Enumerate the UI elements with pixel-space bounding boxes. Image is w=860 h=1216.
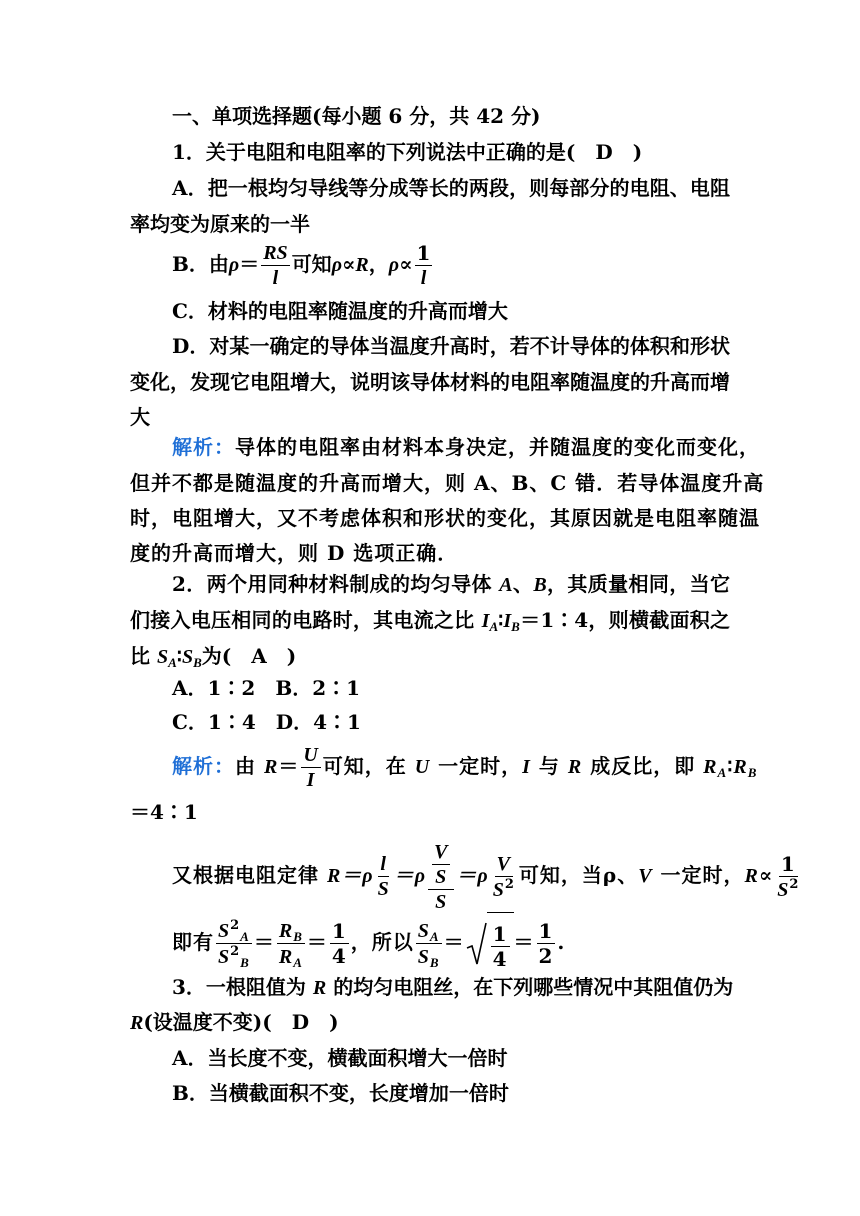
q2-stem-line3: 比 $S_A∶S_B$为( A )	[130, 644, 297, 670]
q2-options-cd: C．1∶4 D．4∶1	[172, 710, 361, 734]
fraction-1-over-s2: $\frac{1}{S^2}$	[777, 851, 800, 901]
fraction-1-over-4: $\frac{1}{4}$	[331, 919, 347, 968]
fraction-v-over-s2: $\frac{V}{S^2}$	[492, 852, 515, 901]
q1-option-a-line1: A．把一根均匀导线等分成等长的两段，则每部分的电阻、电阻	[172, 176, 730, 200]
fraction-rs-over-l: $\frac{RS}{l}$	[263, 242, 288, 289]
fraction-u-over-i: $\frac{U}{I}$	[303, 744, 319, 791]
q1-solution-line2: 但并不都是随温度的升高而增大，则 A、B、C 错．若导体温度升高	[130, 471, 765, 495]
q3-option-b: B．当横截面积不变，长度增加一倍时	[172, 1081, 509, 1105]
q1-solution-line4: 度的升高而增大，则 D 选项正确．	[130, 541, 459, 565]
q1-stem: 1．关于电阻和电阻率的下列说法中正确的是( D )	[172, 140, 643, 164]
q2-solution-line2: ＝4∶1	[130, 800, 198, 824]
fraction-rb-over-ra: $\frac{R_B}{R_A}$	[278, 920, 303, 970]
q2-stem-line1: 2．两个用同种材料制成的均匀导体 A、B，其质量相同，当它	[172, 572, 731, 596]
q1-option-c: C．材料的电阻率随温度的升高而增大	[172, 299, 508, 323]
fraction-v-over-s-over-s: $\frac{\frac{V}{S}}{S}$	[428, 842, 454, 912]
q2-options-ab: A．1∶2 B．2∶1	[172, 676, 361, 700]
q1-option-d-line3: 大	[130, 405, 150, 429]
q1-option-d-line2: 变化，发现它电阻增大，说明该导体材料的电阻率随温度的升高而增	[130, 370, 730, 394]
fraction-sa-over-sb: $\frac{S_A}{S_B}$	[417, 920, 440, 970]
q1-option-b: B．由ρ＝ $\frac{RS}{l}$ 可知ρ∝R，ρ∝ $\frac{1}{l}$	[172, 241, 431, 289]
q1-option-d-line1: D．对某一确定的导体当温度升高时，若不计导体的体积和形状	[172, 334, 730, 358]
section-title: 一、单项选择题(每小题 6 分，共 42 分)	[172, 104, 541, 128]
q2-stem-line2: 们接入电压相同的电路时，其电流之比 $I_A∶I_B=1∶4$，则横截面积之	[130, 608, 730, 634]
q2-solution-line1: 解析：由 R＝ $\frac{U}{I}$ 可知，在 U 一定时，I 与 R 成反比，即 $R_A∶R_B$	[172, 744, 758, 791]
solution-label: 解析：	[172, 754, 235, 778]
fraction-l-over-s: $\frac{l}{S}$	[377, 853, 390, 900]
q1-solution-line3: 时，电阻增大，又不考虑体积和形状的变化，其原因就是电阻率随温	[130, 506, 760, 530]
q3-stem-line1: 3．一根阻值为 R 的均匀电阻丝，在下列哪些情况中其阻值仍为	[172, 975, 734, 999]
q3-stem-line2: R(设温度不变)( D )	[130, 1010, 339, 1034]
fraction-1-over-l: $\frac{1}{l}$	[416, 241, 431, 289]
fraction-sa2-over-sb2: $\frac{S^2_A}{S^2_B}$	[218, 918, 250, 970]
q1-solution-line1: 解析：导体的电阻率由材料本身决定，并随温度的变化而变化，	[172, 435, 760, 459]
q3-option-a: A．当长度不变，横截面积增大一倍时	[172, 1046, 508, 1070]
q1-option-a-line2: 率均变为原来的一半	[130, 212, 310, 236]
solution-label: 解析：	[172, 435, 235, 459]
fraction-1-over-2: $\frac{1}{2}$	[538, 919, 554, 968]
q2-resistance-law: 又根据电阻定律 R＝ρ $\frac{l}{S}$ ＝ρ $\frac{\frac{V}{S}}{S}$ ＝ρ $\frac{V}{S^2}$ 可知，当ρ、V 一定时，R∝ $\frac{1}{S^2}$	[172, 840, 800, 913]
q2-area-ratio: 即有 $\frac{S^2_A}{S^2_B}$ ＝ $\frac{R_B}{R_A}$ ＝ $\frac{1}{4}$ ，所以 $\frac{S_A}{S_B}$ ＝ $\frac{1}{4}$ ＝ $\frac{1}{2}$ .	[172, 912, 772, 975]
square-root: $\frac{1}{4}$	[465, 912, 514, 975]
radical-sign-icon	[465, 922, 487, 966]
